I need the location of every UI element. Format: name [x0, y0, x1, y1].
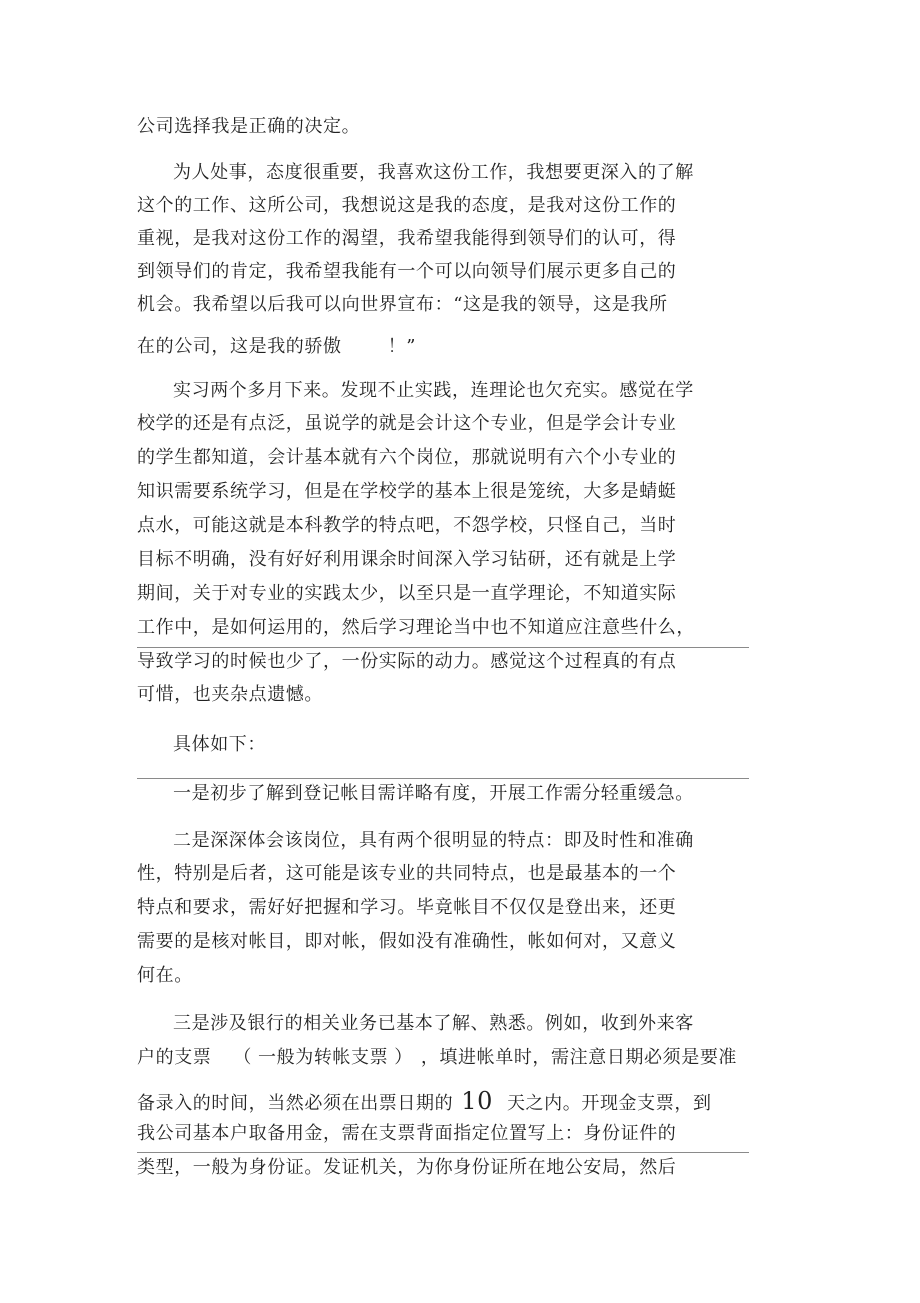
divider-line: [137, 647, 749, 648]
text-line: 到领导们的肯定，我希望我能有一个可以向领导们展示更多自己的: [137, 261, 677, 282]
text-fragment: 在的公司，这是我的骄傲: [137, 336, 342, 357]
text-line: 何在。: [137, 965, 193, 986]
text-line: 性，特别是后者，这可能是该专业的共同特点，也是最基本的一个: [137, 863, 677, 884]
text-fragment: ！”: [387, 336, 417, 357]
text-line: 点水，可能这就是本科教学的特点吧，不怨学校，只怪自己，当时: [137, 515, 677, 536]
text-line: 特点和要求，需好好把握和学习。毕竟帐目不仅仅是登出来，还更: [137, 897, 677, 918]
text-line: 具体如下：: [173, 734, 266, 755]
text-line: 可惜，也夹杂点遗憾。: [137, 684, 323, 705]
text-line: 一是初步了解到登记帐目需详略有度，开展工作需分轻重缓急。: [173, 783, 694, 804]
text-line: 公司选择我是正确的决定。: [137, 116, 361, 137]
text-fragment: （: [233, 1047, 253, 1068]
text-line: 实习两个多月下来。发现不止实践，连理论也欠充实。感觉在学: [173, 380, 694, 401]
text-line: 二是深深体会该岗位，具有两个很明显的特点：即及时性和准确: [173, 830, 694, 851]
text-line: 校学的还是有点泛，虽说学的就是会计这个专业，但是学会计专业: [137, 413, 677, 434]
divider-line: [137, 778, 749, 779]
divider-line: [137, 1152, 749, 1153]
text-fragment: ，填进帐单时，需注意日期必须是要准: [420, 1047, 738, 1068]
text-line: 为人处事，态度很重要，我喜欢这份工作，我想要更深入的了解: [173, 162, 694, 183]
number-value: 10: [461, 1087, 493, 1115]
text-line: [137, 336, 416, 358]
text-fragment: 一般为转帐支票: [258, 1047, 389, 1068]
text-line: [137, 1047, 737, 1069]
text-line: 重视，是我对这份工作的渴望，我希望我能得到领导们的认可，得: [137, 228, 677, 249]
text-line: 机会。我希望以后我可以向世界宣布：“这是我的领导，这是我所: [137, 294, 668, 315]
text-fragment: ）: [394, 1047, 413, 1068]
text-line: 需要的是核对帐目，即对帐，假如没有准确性，帐如何对，又意义: [137, 931, 677, 952]
text-line: 三是涉及银行的相关业务已基本了解、熟悉。例如，收到外来客: [173, 1013, 694, 1034]
text-line: [137, 1087, 712, 1115]
text-line: 期间，关于对专业的实践太少，以至只是一直学理论，不知道实际: [137, 583, 677, 604]
text-fragment: 天之内。开现金支票，到: [506, 1093, 712, 1114]
text-line: 目标不明确，没有好好利用课余时间深入学习钻研，还有就是上学: [137, 549, 677, 570]
text-line: 这个的工作、这所公司，我想说这是我的态度，是我对这份工作的: [137, 195, 677, 216]
text-line: 工作中，是如何运用的，然后学习理论当中也不知道应注意些什么，: [137, 617, 695, 638]
text-line: 知识需要系统学习，但是在学校学的基本上很是笼统，大多是蜻蜓: [137, 481, 677, 502]
text-line: 我公司基本户取备用金，需在支票背面指定位置写上：身份证件的: [137, 1123, 677, 1144]
text-line: 类型，一般为身份证。发证机关，为你身份证所在地公安局，然后: [137, 1157, 677, 1178]
text-line: 的学生都知道，会计基本就有六个岗位，那就说明有六个小专业的: [137, 447, 677, 468]
text-fragment: 户的支票: [137, 1047, 212, 1068]
text-line: 导致学习的时候也少了，一份实际的动力。感觉这个过程真的有点: [137, 651, 677, 672]
text-fragment: 备录入的时间，当然必须在出票日期的: [137, 1093, 454, 1114]
